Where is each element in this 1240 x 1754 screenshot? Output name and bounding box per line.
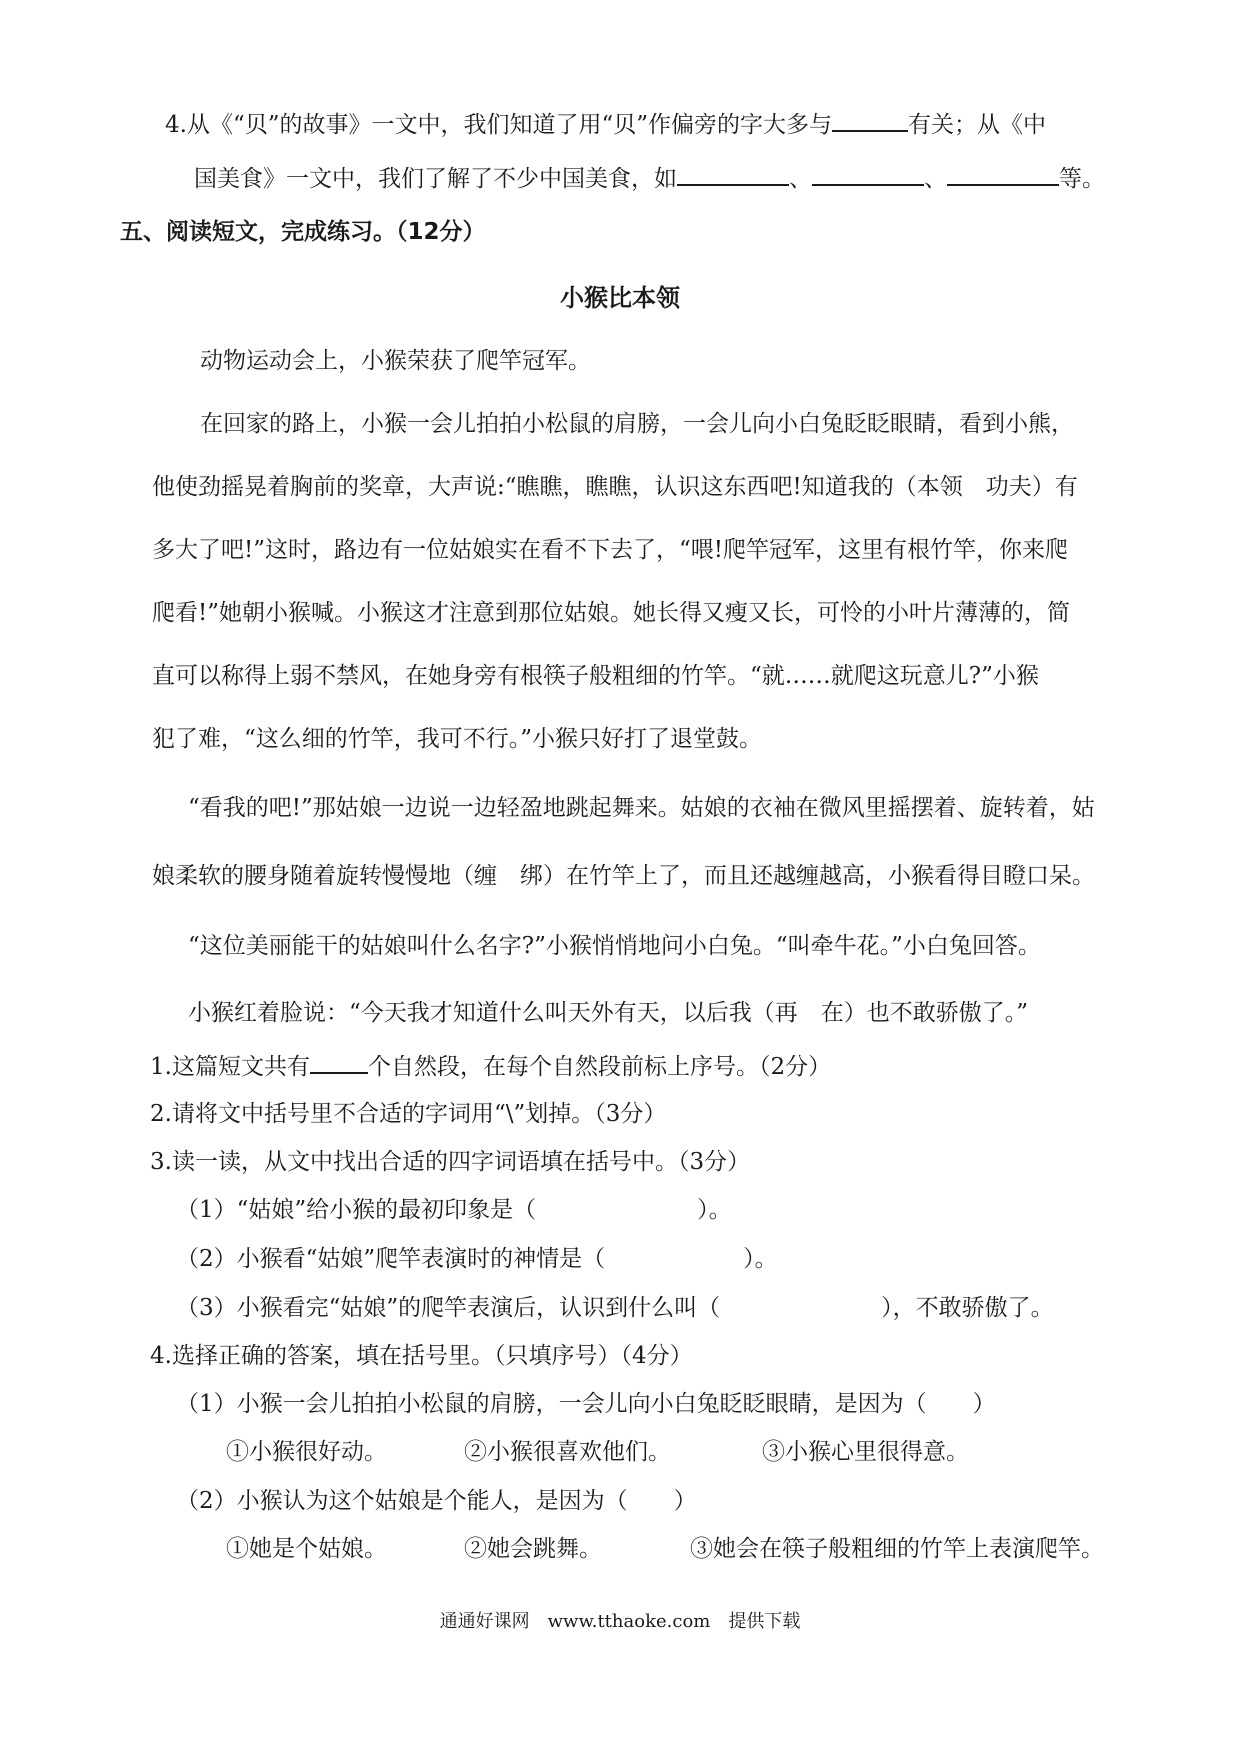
question-1-blank[interactable] xyxy=(310,1050,368,1074)
question-4: 4.选择正确的答案，填在括号里。（只填序号）（4分） xyxy=(150,1343,693,1369)
q4-blank-3[interactable] xyxy=(812,162,924,186)
q4-line1 xyxy=(165,108,1046,141)
q4-line1-text-b: 有关；从《中 xyxy=(907,112,1046,138)
passage-line: 直可以称得上弱不禁风，在她身旁有根筷子般粗细的竹竿。“就……就爬这玩意儿?”小猴 xyxy=(152,663,1039,689)
passage-line: 动物运动会上，小猴荣获了爬竿冠军。 xyxy=(200,348,591,374)
option-4-2-a[interactable]: ①她是个姑娘。 xyxy=(226,1536,387,1562)
q4-line1-text-a: 4.从《“贝”的故事》一文中，我们知道了用“贝”作偏旁的字大多与 xyxy=(165,112,832,138)
option-4-1-b[interactable]: ②小猴很喜欢他们。 xyxy=(464,1439,671,1465)
passage-line: 娘柔软的腰身随着旋转慢慢地（缠 绑）在竹竿上了，而且还越缠越高，小猴看得目瞪口呆。 xyxy=(152,863,1095,889)
question-4-2: （2）小猴认为这个姑娘是个能人，是因为（ ） xyxy=(176,1488,697,1514)
q4-sep-2: 、 xyxy=(924,166,947,192)
question-1-text-b: 个自然段，在每个自然段前标上序号。（2分） xyxy=(367,1054,832,1080)
question-1 xyxy=(150,1050,831,1083)
q4-blank-1[interactable] xyxy=(832,108,908,132)
page-footer: 通通好课网 www.tthaoke.com 提供下载 xyxy=(439,1611,801,1632)
question-2: 2.请将文中括号里不合适的字词用“\”划掉。（3分） xyxy=(150,1101,667,1127)
passage-line: 多大了吧!”这时，路边有一位姑娘实在看不下去了，“喂!爬竿冠军，这里有根竹竿，你来爬 xyxy=(152,537,1069,563)
passage-line: 犯了难，“这么细的竹竿，我可不行。”小猴只好打了退堂鼓。 xyxy=(152,726,763,752)
q4-line2-end: 等。 xyxy=(1059,166,1105,192)
question-3-2: （2）小猴看“姑娘”爬竿表演时的神情是（ ）。 xyxy=(176,1246,778,1272)
option-4-2-c[interactable]: ③她会在筷子般粗细的竹竿上表演爬竿。 xyxy=(690,1536,1104,1562)
option-4-2-b[interactable]: ②她会跳舞。 xyxy=(464,1536,602,1562)
passage-line: “看我的吧!”那姑娘一边说一边轻盈地跳起舞来。姑娘的衣袖在微风里摇摆着、旋转着，姑 xyxy=(188,795,1095,821)
passage-line: 小猴红着脸说：“今天我才知道什么叫天外有天，以后我（再 在）也不敢骄傲了。” xyxy=(188,1000,1029,1026)
option-4-1-a[interactable]: ①小猴很好动。 xyxy=(226,1439,387,1465)
q4-sep-1: 、 xyxy=(789,166,812,192)
passage-line: “这位美丽能干的姑娘叫什么名字?”小猴悄悄地问小白兔。“叫牵牛花。”小白兔回答。 xyxy=(188,933,1041,959)
q4-line2-text: 国美食》一文中，我们了解了不少中国美食，如 xyxy=(194,166,677,192)
passage-line: 爬看!”她朝小猴喊。小猴这才注意到那位姑娘。她长得又瘦又长，可怜的小叶片薄薄的，简 xyxy=(152,600,1071,626)
section-heading: 五、阅读短文，完成练习。（12分） xyxy=(120,219,486,245)
passage-line: 在回家的路上，小猴一会儿拍拍小松鼠的肩膀，一会儿向小白兔眨眨眼睛，看到小熊， xyxy=(200,411,1074,437)
question-4-1: （1）小猴一会儿拍拍小松鼠的肩膀，一会儿向小白兔眨眨眼睛，是因为（ ） xyxy=(176,1391,996,1417)
q4-blank-2[interactable] xyxy=(677,162,789,186)
option-4-1-c[interactable]: ③小猴心里很得意。 xyxy=(762,1439,969,1465)
passage-title: 小猴比本领 xyxy=(560,284,680,312)
question-3-1: （1）“姑娘”给小猴的最初印象是（ ）。 xyxy=(176,1197,732,1223)
q4-line2 xyxy=(194,162,1105,195)
question-3-3: （3）小猴看完“姑娘”的爬竿表演后，认识到什么叫（ ），不敢骄傲了。 xyxy=(176,1295,1054,1321)
passage-line: 他使劲摇晃着胸前的奖章，大声说:“瞧瞧，瞧瞧，认识这东西吧!知道我的（本领 功夫）有 xyxy=(152,474,1078,500)
q4-blank-4[interactable] xyxy=(947,162,1059,186)
question-1-text-a: 1.这篇短文共有 xyxy=(150,1054,310,1080)
question-3: 3.读一读，从文中找出合适的四字词语填在括号中。（3分） xyxy=(150,1149,751,1175)
